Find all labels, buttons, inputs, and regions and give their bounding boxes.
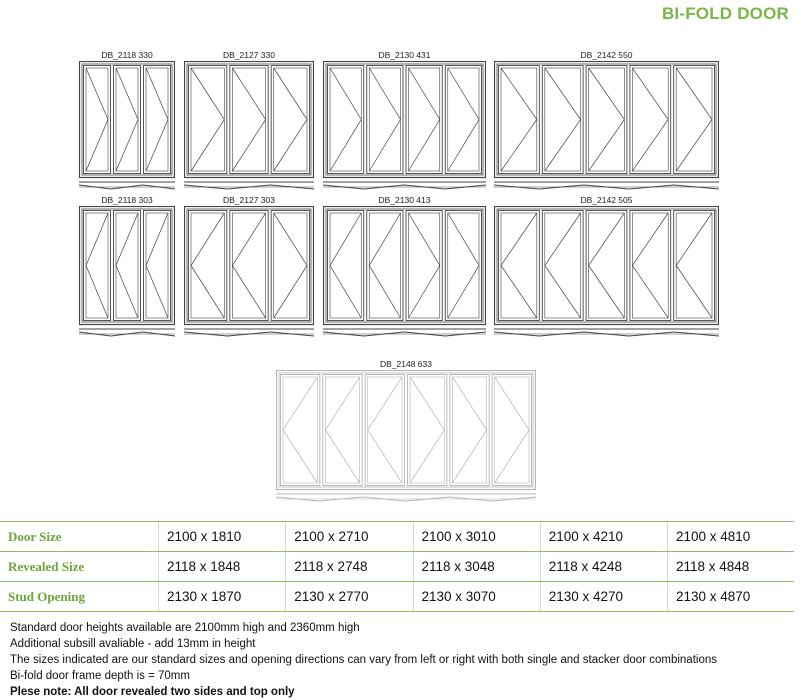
door-diagram-8 [494, 195, 719, 339]
table-cell: 2100 x 3010 [413, 522, 540, 552]
door-label: DB_2127 303 [223, 195, 275, 205]
fold-plan [79, 182, 175, 189]
fold-plan [184, 329, 314, 336]
door-label: DB_2130 431 [378, 50, 431, 60]
fold-plan [79, 329, 175, 336]
note-line: Standard door heights available are 2100mm high and 2360mm high [10, 622, 360, 634]
table-cell: 2130 x 2770 [286, 582, 413, 612]
fold-plan [494, 329, 719, 336]
door-panel [84, 211, 111, 321]
door-elevation [324, 62, 486, 178]
door-panel [674, 66, 715, 174]
table-cell: 2100 x 1810 [159, 522, 286, 552]
door-elevation [185, 62, 314, 178]
fold-plan [323, 182, 486, 189]
door-diagram-2 [184, 50, 314, 192]
door-panel [586, 66, 627, 174]
table-cell: 2100 x 4810 [668, 522, 795, 552]
door-panel [586, 211, 627, 321]
row-header: Door Size [0, 522, 159, 552]
door-diagram-6 [184, 195, 314, 339]
door-drawing [184, 61, 314, 192]
door-panel [630, 66, 671, 174]
note-bold: Plese note: All door revealed two sides and top only [10, 686, 295, 698]
door-drawing [184, 206, 314, 339]
door-panel [230, 66, 268, 174]
door-panel [542, 211, 583, 321]
note-line: Additional subsill avaliable - add 13mm in height [10, 638, 256, 650]
fold-plan [494, 182, 719, 189]
door-panel [328, 66, 364, 174]
door-drawing [494, 206, 719, 339]
door-drawing [323, 206, 486, 339]
size-table [0, 521, 794, 612]
table-cell: 2100 x 2710 [286, 522, 413, 552]
door-drawing [494, 61, 719, 192]
door-panel [189, 211, 227, 321]
door-label: DB_2127 330 [223, 50, 275, 60]
door-panel [328, 211, 364, 321]
door-label: DB_2142 505 [580, 195, 633, 205]
door-panel [499, 66, 540, 174]
table-cell: 2118 x 4848 [668, 552, 795, 582]
table-cell: 2118 x 1848 [159, 552, 286, 582]
door-diagram-4 [494, 50, 719, 192]
door-label: DB_2142 550 [580, 50, 633, 60]
door-panel [367, 66, 403, 174]
fold-plan [184, 182, 314, 189]
door-diagram-3 [323, 50, 486, 192]
door-panel [408, 375, 447, 486]
table-row [0, 552, 794, 582]
door-elevation [80, 62, 175, 178]
door-diagram-5 [79, 195, 175, 339]
door-panel [271, 211, 309, 321]
door-elevation [277, 371, 536, 490]
door-panel [499, 211, 540, 321]
door-diagram-1 [79, 50, 175, 192]
fold-plan [276, 494, 536, 501]
door-label: DB_2118 330 [101, 50, 153, 60]
door-panel [281, 375, 320, 486]
door-elevation [495, 207, 719, 325]
door-panel [450, 375, 489, 486]
door-panel [230, 211, 268, 321]
table-cell: 2130 x 3070 [413, 582, 540, 612]
door-elevation [185, 207, 314, 325]
door-panel [445, 66, 481, 174]
note-line: Bi-fold door frame depth is = 70mm [10, 670, 190, 682]
door-label: DB_2148 633 [380, 359, 432, 369]
door-label: DB_2118 303 [101, 195, 153, 205]
table-cell: 2118 x 4248 [540, 552, 667, 582]
door-elevation [80, 207, 175, 325]
door-elevation [495, 62, 719, 178]
table-cell: 2118 x 2748 [286, 552, 413, 582]
door-panel [445, 211, 481, 321]
door-panel [367, 211, 403, 321]
notes [10, 620, 717, 700]
door-panel [406, 211, 442, 321]
door-drawing [276, 370, 536, 504]
door-diagram-9 [276, 359, 536, 504]
table-cell: 2130 x 4870 [668, 582, 795, 612]
door-panel [114, 211, 141, 321]
door-panel [406, 66, 442, 174]
door-label: DB_2130 413 [378, 195, 431, 205]
door-elevation [324, 207, 486, 325]
fold-plan [323, 329, 486, 336]
door-drawing [79, 206, 175, 339]
door-drawing [79, 61, 175, 192]
table-row [0, 582, 794, 612]
door-panel [84, 66, 111, 174]
door-panel [114, 66, 141, 174]
door-drawing [323, 61, 486, 192]
door-panel [492, 375, 531, 486]
door-panel [630, 211, 671, 321]
door-diagram-7 [323, 195, 486, 339]
row-header: Revealed Size [0, 552, 159, 582]
door-panel [542, 66, 583, 174]
table-row [0, 522, 794, 552]
page-title: BI-FOLD DOOR [661, 4, 789, 23]
door-panel [323, 375, 362, 486]
table-cell: 2100 x 4210 [540, 522, 667, 552]
door-panel [365, 375, 404, 486]
door-panel [674, 211, 715, 321]
door-panel [271, 66, 309, 174]
door-panel [144, 66, 171, 174]
table-cell: 2130 x 1870 [159, 582, 286, 612]
table-cell: 2130 x 4270 [540, 582, 667, 612]
note-line: The sizes indicated are our standard sizes and opening directions can vary from left or right with both single and stacker door combinations [10, 654, 717, 666]
door-panel [144, 211, 171, 321]
row-header: Stud Opening [0, 582, 159, 612]
door-panel [189, 66, 227, 174]
table-cell: 2118 x 3048 [413, 552, 540, 582]
